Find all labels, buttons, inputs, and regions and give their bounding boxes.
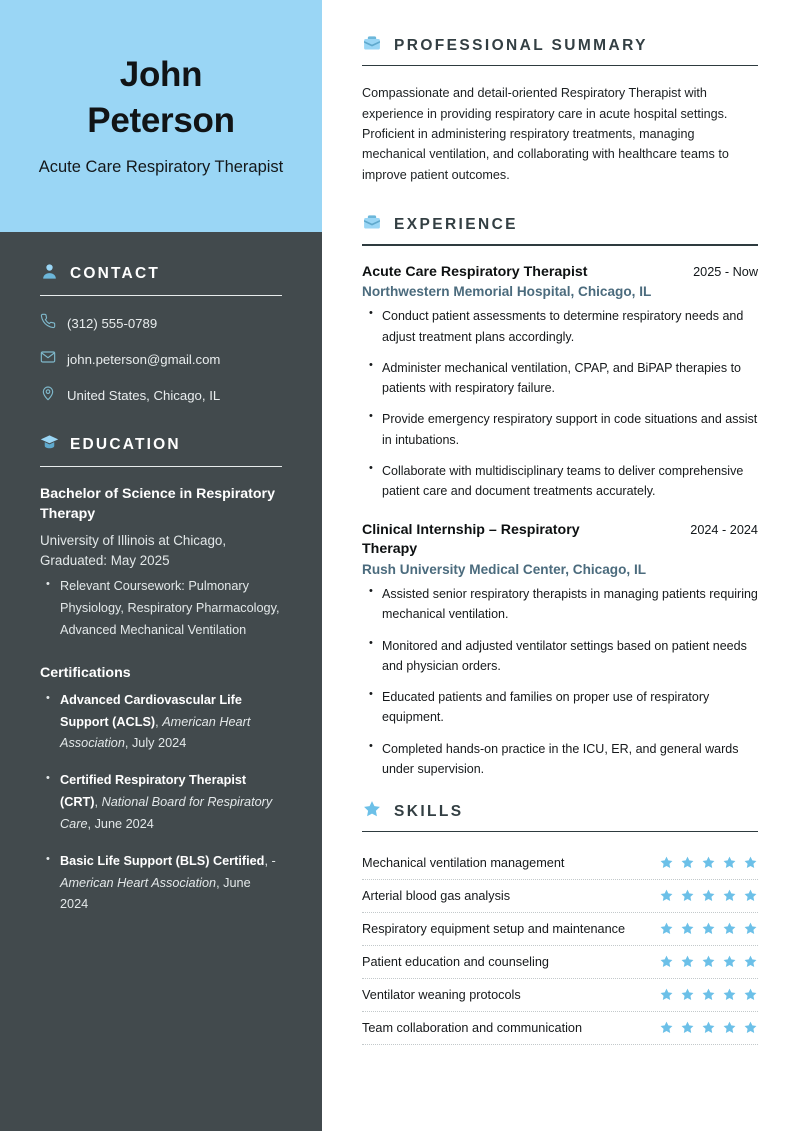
skill-name: Mechanical ventilation management	[362, 855, 565, 870]
certification-name: Basic Life Support (BLS) Certified	[60, 853, 265, 868]
experience-heading	[362, 212, 758, 237]
star-icon	[680, 888, 695, 903]
star-icon	[362, 799, 382, 824]
star-icon	[701, 855, 716, 870]
list-item: • Provide emergency respiratory support in code situations and assist in intubations.	[368, 409, 758, 450]
certifications-section	[40, 665, 282, 917]
contact-item-location[interactable]	[40, 385, 282, 406]
summary-heading-label: PROFESSIONAL SUMMARY	[394, 36, 648, 54]
skill-rating-stars	[659, 987, 758, 1002]
skill-rating-stars	[659, 855, 758, 870]
star-icon	[659, 1020, 674, 1035]
star-icon	[701, 1020, 716, 1035]
star-icon	[722, 987, 737, 1002]
skills-list	[362, 847, 758, 1045]
first-name: John	[119, 55, 203, 95]
skill-row	[362, 847, 758, 880]
skill-name: Respiratory equipment setup and maintenance	[362, 921, 626, 936]
experience-heading-label: EXPERIENCE	[394, 215, 518, 233]
candidate-job-title: Acute Care Respiratory Therapist	[38, 158, 284, 177]
star-icon	[743, 855, 758, 870]
graduation-cap-icon	[40, 433, 59, 457]
phone-icon	[40, 313, 56, 334]
star-icon	[680, 987, 695, 1002]
star-icon	[659, 888, 674, 903]
last-name: Peterson	[87, 101, 235, 141]
certification-date: June 2024	[60, 875, 251, 912]
star-icon	[743, 1020, 758, 1035]
email-icon	[40, 349, 56, 370]
contact-phone-value: (312) 555-0789	[67, 315, 158, 331]
star-icon	[680, 921, 695, 936]
job-bullets	[368, 306, 758, 501]
star-icon	[743, 921, 758, 936]
list-item: • Administer mechanical ventilation, CPAP, and BiPAP therapies to patients with respiratory failure.	[368, 358, 758, 399]
person-icon	[40, 262, 59, 286]
skills-heading-label: SKILLS	[394, 802, 464, 820]
contact-section	[40, 262, 282, 406]
list-item: • Collaborate with multidisciplinary teams to deliver comprehensive patient care and document treatments accurately.	[368, 461, 758, 502]
education-heading-label: EDUCATION	[70, 436, 181, 453]
sidebar	[0, 0, 322, 1131]
contact-location-value: United States, Chicago, IL	[67, 387, 221, 403]
star-icon	[701, 888, 716, 903]
list-item: • Monitored and adjusted ventilator settings based on patient needs and physician orders.	[368, 636, 758, 677]
certification-name: Advanced Cardiovascular Life Support (ACLS)	[60, 692, 242, 729]
skills-section	[362, 799, 758, 1045]
list-item: • Assisted senior respiratory therapists in managing patients requiring mechanical ventilation.	[368, 584, 758, 625]
certification-date: July 2024	[131, 736, 187, 751]
summary-heading	[362, 33, 758, 58]
certification-name: Certified Respiratory Therapist (CRT)	[60, 773, 247, 810]
briefcase-icon	[362, 33, 382, 58]
contact-email-value: john.peterson@gmail.com	[67, 351, 221, 367]
star-icon	[659, 855, 674, 870]
education-degree: Bachelor of Science in Respiratory Therapy	[40, 486, 275, 523]
skill-name: Arterial blood gas analysis	[362, 888, 511, 903]
star-icon	[722, 855, 737, 870]
star-icon	[743, 954, 758, 969]
certification-dash: -	[271, 853, 276, 868]
contact-item-phone[interactable]	[40, 313, 282, 334]
education-school: University of Illinois at Chicago, Graduated: May 2025	[40, 533, 227, 568]
certification-issuer: American Heart Association	[60, 714, 251, 751]
certification-date: June 2024	[94, 816, 154, 831]
skill-name: Patient education and counseling	[362, 954, 549, 969]
star-icon	[659, 921, 674, 936]
star-icon	[680, 954, 695, 969]
sidebar-body	[0, 232, 322, 916]
summary-divider	[362, 65, 758, 66]
education-divider	[40, 466, 282, 467]
list-item: • Certified Respiratory Therapist (CRT), National Board for Respiratory Care, June 2024	[46, 770, 282, 836]
skill-row	[362, 979, 758, 1012]
skill-rating-stars	[659, 1020, 758, 1035]
skills-heading	[362, 799, 758, 824]
education-section	[40, 433, 282, 642]
list-item: • Conduct patient assessments to determine respiratory needs and adjust treatment plans accordingly.	[368, 306, 758, 347]
star-icon	[722, 1020, 737, 1035]
contact-heading	[40, 262, 282, 286]
contact-heading-label: CONTACT	[70, 265, 161, 282]
job-dates: 2024 - 2024	[690, 523, 758, 538]
summary-text: Compassionate and detail-oriented Respiratory Therapist with experience in providing respiratory care in acute hospital settings. Proficient in administering respiratory treatments, managing mechanical ventilation, and collaborating with healthcare teams to improve patient outcomes.	[362, 86, 729, 182]
experience-item-header	[362, 263, 758, 282]
experience-divider	[362, 244, 758, 245]
experience-item-header	[362, 521, 758, 559]
main-content	[322, 0, 800, 1131]
star-icon	[701, 921, 716, 936]
skill-name: Ventilator weaning protocols	[362, 987, 521, 1002]
star-icon	[743, 888, 758, 903]
skill-rating-stars	[659, 888, 758, 903]
job-bullets	[368, 584, 758, 779]
name-card	[0, 0, 322, 232]
job-role: Clinical Internship – Respiratory Therapy	[362, 522, 580, 558]
contact-item-email[interactable]	[40, 349, 282, 370]
skill-row	[362, 913, 758, 946]
skill-name: Team collaboration and communication	[362, 1020, 583, 1035]
list-item: • Completed hands-on practice in the ICU, ER, and general wards under supervision.	[368, 739, 758, 780]
contact-divider	[40, 295, 282, 296]
list-item: • Basic Life Support (BLS) Certified, - American Heart Association, June 2024	[46, 851, 282, 917]
star-icon	[659, 954, 674, 969]
star-icon	[722, 921, 737, 936]
star-icon	[743, 987, 758, 1002]
certification-issuer: American Heart Association	[60, 875, 217, 890]
skill-row	[362, 946, 758, 979]
experience-section	[362, 212, 758, 779]
skills-divider	[362, 831, 758, 832]
experience-item	[362, 521, 758, 779]
professional-summary-section	[362, 33, 758, 185]
skill-rating-stars	[659, 954, 758, 969]
education-heading	[40, 433, 282, 457]
skill-rating-stars	[659, 921, 758, 936]
certification-issuer: National Board for Respiratory Care	[60, 795, 273, 831]
candidate-name	[87, 52, 234, 144]
experience-item	[362, 263, 758, 502]
list-item: • Educated patients and families on proper use of respiratory equipment.	[368, 687, 758, 728]
skill-row	[362, 1012, 758, 1045]
star-icon	[659, 987, 674, 1002]
star-icon	[701, 987, 716, 1002]
list-item: • Relevant Coursework: Pulmonary Physiology, Respiratory Pharmacology, Advanced Mechanical Ventilation	[46, 576, 282, 642]
job-organization: Rush University Medical Center, Chicago, IL	[362, 562, 647, 578]
job-organization: Northwestern Memorial Hospital, Chicago, IL	[362, 284, 652, 300]
skill-row	[362, 880, 758, 913]
certifications-heading: Certifications	[40, 664, 131, 681]
job-dates: 2025 - Now	[693, 264, 758, 279]
star-icon	[722, 888, 737, 903]
star-icon	[680, 1020, 695, 1035]
star-icon	[701, 954, 716, 969]
star-icon	[680, 855, 695, 870]
certifications-list	[46, 690, 282, 917]
list-item: • Advanced Cardiovascular Life Support (ACLS), American Heart Association, July 2024	[46, 690, 282, 756]
location-pin-icon	[40, 385, 56, 406]
education-bullets	[46, 576, 282, 642]
star-icon	[722, 954, 737, 969]
briefcase-icon	[362, 212, 382, 237]
job-role: Acute Care Respiratory Therapist	[362, 263, 588, 280]
